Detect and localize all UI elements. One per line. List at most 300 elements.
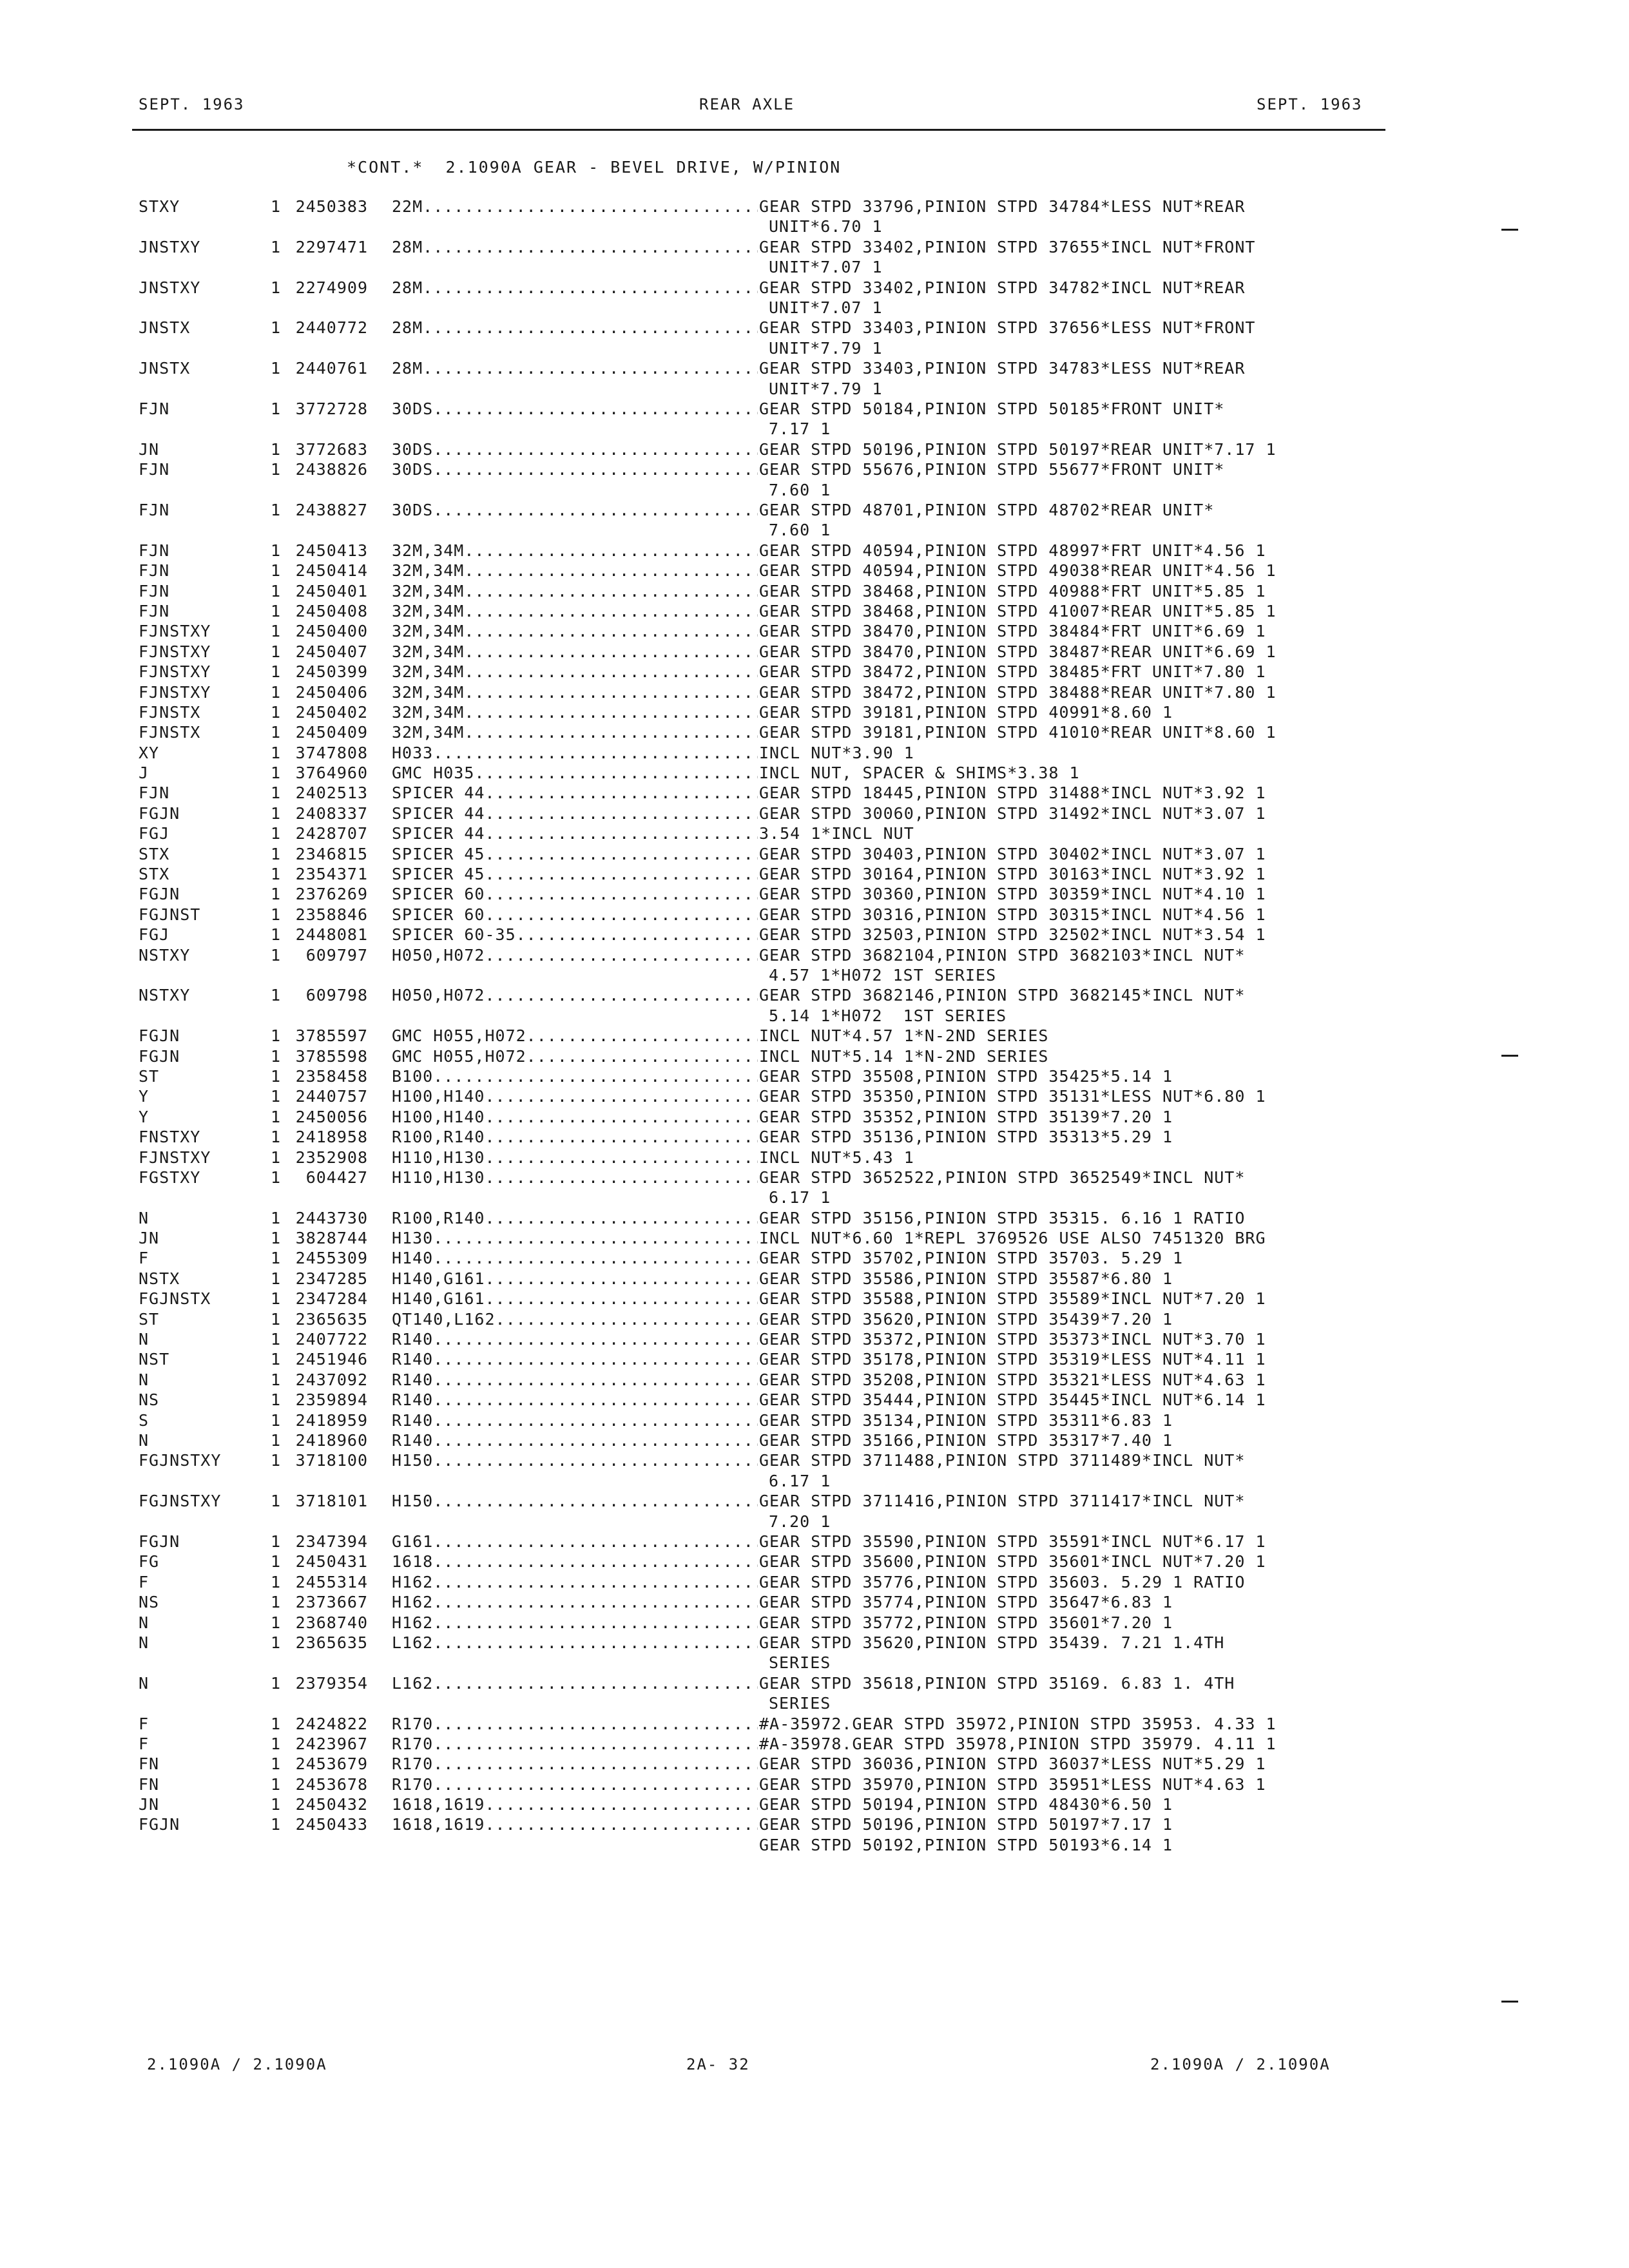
table-row xyxy=(0,945,1629,986)
table-row xyxy=(0,1734,1629,1754)
part-number: 2365635 xyxy=(295,1309,368,1329)
description xyxy=(759,1390,1378,1410)
description-line: SERIES xyxy=(769,1694,831,1713)
applicability-code: FGJNSTXY xyxy=(139,1451,222,1470)
model-application: SPICER 60 ..... xyxy=(392,884,758,904)
model-application: H110,H130 ..... xyxy=(392,1168,758,1187)
applicability-code: STXY xyxy=(139,197,180,216)
description xyxy=(759,1269,1378,1289)
description xyxy=(759,1814,1378,1855)
description-line: GEAR STPD 32503,PINION STPD 32502*INCL NUT*3.54 1 xyxy=(759,925,1266,945)
table-row xyxy=(0,823,1629,843)
description xyxy=(759,1754,1378,1774)
model-application: 30DS ..... xyxy=(392,399,758,419)
description-line: UNIT*6.70 1 xyxy=(769,217,883,236)
applicability-code: FJN xyxy=(139,500,170,519)
description-line: GEAR STPD 33403,PINION STPD 37656*LESS NUT*FRONT xyxy=(759,318,1256,338)
table-row xyxy=(0,642,1629,662)
model-application: 32M,34M ..... xyxy=(392,702,758,722)
description-line: GEAR STPD 3711416,PINION STPD 3711417*INCL NUT* xyxy=(759,1492,1246,1511)
quantity: 1 xyxy=(271,1532,282,1551)
description xyxy=(759,1248,1378,1268)
table-row xyxy=(0,905,1629,925)
part-number: 2440772 xyxy=(295,318,368,338)
model-application: 32M,34M ..... xyxy=(392,621,758,641)
part-number: 2358458 xyxy=(295,1066,368,1086)
table-row xyxy=(0,743,1629,763)
quantity: 1 xyxy=(271,925,282,945)
quantity: 1 xyxy=(271,500,282,519)
model-application: R140 ..... xyxy=(392,1370,758,1390)
part-number: 2451946 xyxy=(295,1350,368,1369)
table-row xyxy=(0,197,1629,237)
quantity: 1 xyxy=(271,197,282,216)
model-application: H150 ..... xyxy=(392,1491,758,1511)
description-line: GEAR STPD 50192,PINION STPD 50193*6.14 1 xyxy=(759,1835,1173,1854)
model-application: B100 ..... xyxy=(392,1066,758,1086)
model-application: 22M ..... xyxy=(392,197,758,216)
description xyxy=(759,1774,1378,1794)
model-application: SPICER 60 ..... xyxy=(392,905,758,925)
applicability-code: NSTX xyxy=(139,1269,180,1288)
table-row xyxy=(0,1532,1629,1552)
part-number: 3764960 xyxy=(295,764,368,783)
table-row xyxy=(0,702,1629,722)
table-row xyxy=(0,581,1629,601)
part-number: 2453678 xyxy=(295,1774,368,1794)
description-line: 6.17 1 xyxy=(769,1471,831,1490)
description xyxy=(759,1450,1378,1491)
model-application: R170 ..... xyxy=(392,1774,758,1794)
description-line: GEAR STPD 38468,PINION STPD 41007*REAR UNIT*5.85 1 xyxy=(759,601,1277,620)
description-line: #A-35972.GEAR STPD 35972,PINION STPD 35953. 4.33 1 xyxy=(759,1714,1277,1733)
description xyxy=(759,1592,1378,1612)
description xyxy=(759,985,1378,1026)
table-row xyxy=(0,1046,1629,1066)
description xyxy=(759,945,1378,986)
applicability-code: FN xyxy=(139,1774,160,1794)
applicability-code: NSTXY xyxy=(139,945,191,965)
part-number: 2418959 xyxy=(295,1410,368,1430)
description-line: GEAR STPD 35136,PINION STPD 35313*5.29 1 xyxy=(759,1128,1173,1147)
part-number: 2354371 xyxy=(295,865,368,884)
quantity: 1 xyxy=(271,945,282,965)
part-number: 2450413 xyxy=(295,541,368,560)
table-row xyxy=(0,864,1629,884)
applicability-code: FJNSTX xyxy=(139,723,201,742)
description xyxy=(759,561,1378,581)
applicability-code: JNSTXY xyxy=(139,237,201,256)
description-line: GEAR STPD 3682104,PINION STPD 3682103*INCL NUT* xyxy=(759,945,1246,965)
description xyxy=(759,1066,1378,1086)
part-number: 2379354 xyxy=(295,1673,368,1693)
applicability-code: F xyxy=(139,1249,149,1268)
applicability-code: S xyxy=(139,1410,149,1430)
part-number: 2450400 xyxy=(295,622,368,641)
table-row xyxy=(0,1329,1629,1349)
table-row xyxy=(0,439,1629,459)
part-number: 3718100 xyxy=(295,1451,368,1470)
description xyxy=(759,722,1378,742)
description xyxy=(759,278,1378,318)
quantity: 1 xyxy=(271,460,282,479)
part-number: 2347284 xyxy=(295,1289,368,1309)
description-line: GEAR STPD 39181,PINION STPD 41010*REAR UNIT*8.60 1 xyxy=(759,723,1277,742)
description-line: GEAR STPD 35134,PINION STPD 35311*6.83 1 xyxy=(759,1410,1173,1430)
quantity: 1 xyxy=(271,1087,282,1106)
part-number: 2402513 xyxy=(295,783,368,803)
footer-ref-right: 2.1090A / 2.1090A xyxy=(1150,2055,1331,2073)
applicability-code: JN xyxy=(139,439,160,459)
header-rule xyxy=(132,129,1385,131)
model-application: R140 ..... xyxy=(392,1349,758,1369)
model-application: H130 ..... xyxy=(392,1228,758,1248)
applicability-code: FJN xyxy=(139,783,170,803)
description-line: GEAR STPD 35618,PINION STPD 35169. 6.83 1. 4TH xyxy=(759,1673,1235,1693)
table-row xyxy=(0,561,1629,581)
description xyxy=(759,702,1378,722)
description-line: GEAR STPD 30060,PINION STPD 31492*INCL NUT*3.07 1 xyxy=(759,803,1266,823)
applicability-code: FJNSTXY xyxy=(139,1148,211,1167)
description-line: GEAR STPD 35586,PINION STPD 35587*6.80 1 xyxy=(759,1269,1173,1288)
description-line: 5.14 1*H072 1ST SERIES xyxy=(769,1006,1007,1025)
description-line: GEAR STPD 39181,PINION STPD 40991*8.60 1 xyxy=(759,702,1173,722)
table-row xyxy=(0,985,1629,1026)
applicability-code: FGJN xyxy=(139,803,180,823)
description-line: 7.60 1 xyxy=(769,480,831,499)
table-row xyxy=(0,1086,1629,1106)
part-number: 2450409 xyxy=(295,723,368,742)
description-line: GEAR STPD 35508,PINION STPD 35425*5.14 1 xyxy=(759,1066,1173,1086)
quantity: 1 xyxy=(271,359,282,378)
table-row xyxy=(0,318,1629,358)
part-number: 604427 xyxy=(305,1168,368,1187)
table-row xyxy=(0,763,1629,783)
footer-page-number: 2A- 32 xyxy=(686,2055,750,2073)
description xyxy=(759,1208,1378,1228)
part-number: 2455309 xyxy=(295,1249,368,1268)
description xyxy=(759,1532,1378,1552)
model-application: H140,G161 ..... xyxy=(392,1289,758,1309)
table-row xyxy=(0,1814,1629,1855)
applicability-code: J xyxy=(139,764,149,783)
applicability-code: FGJN xyxy=(139,1532,180,1551)
applicability-code: FJN xyxy=(139,601,170,620)
quantity: 1 xyxy=(271,1774,282,1794)
part-number: 2450433 xyxy=(295,1815,368,1834)
description xyxy=(759,1572,1378,1592)
part-number: 2424822 xyxy=(295,1714,368,1733)
model-application: H162 ..... xyxy=(392,1613,758,1633)
applicability-code: JNSTX xyxy=(139,318,191,338)
description-line: GEAR STPD 40594,PINION STPD 49038*REAR UNIT*4.56 1 xyxy=(759,561,1277,581)
table-row xyxy=(0,1370,1629,1390)
table-row xyxy=(0,1673,1629,1714)
description-line: UNIT*7.07 1 xyxy=(769,258,883,277)
quantity: 1 xyxy=(271,1410,282,1430)
part-number: 2453679 xyxy=(295,1754,368,1774)
applicability-code: F xyxy=(139,1734,149,1753)
description-line: INCL NUT*5.43 1 xyxy=(759,1148,914,1167)
model-application: SPICER 44 ..... xyxy=(392,823,758,843)
table-row xyxy=(0,1148,1629,1168)
applicability-code: FGJN xyxy=(139,885,180,904)
description xyxy=(759,1410,1378,1430)
applicability-code: STX xyxy=(139,865,170,884)
quantity: 1 xyxy=(271,1390,282,1410)
table-row xyxy=(0,1613,1629,1633)
quantity: 1 xyxy=(271,1673,282,1693)
quantity: 1 xyxy=(271,1552,282,1571)
table-row xyxy=(0,1107,1629,1127)
quantity: 1 xyxy=(271,905,282,924)
applicability-code: FN xyxy=(139,1754,160,1774)
part-number: 2428707 xyxy=(295,824,368,843)
description-line: 7.17 1 xyxy=(769,419,831,439)
description-line: GEAR STPD 38472,PINION STPD 38485*FRT UNIT*7.80 1 xyxy=(759,662,1266,682)
table-row xyxy=(0,1390,1629,1410)
part-number: 2365635 xyxy=(295,1633,368,1652)
description-line: GEAR STPD 38468,PINION STPD 40988*FRT UNIT*5.85 1 xyxy=(759,581,1266,601)
applicability-code: FG xyxy=(139,1552,160,1571)
applicability-code: FGJ xyxy=(139,824,170,843)
description-line: GEAR STPD 50196,PINION STPD 50197*REAR UNIT*7.17 1 xyxy=(759,439,1277,459)
model-application: R140 ..... xyxy=(392,1390,758,1410)
quantity: 1 xyxy=(271,1593,282,1612)
table-row xyxy=(0,358,1629,399)
table-row xyxy=(0,500,1629,541)
part-number: 2347285 xyxy=(295,1269,368,1288)
applicability-code: STX xyxy=(139,844,170,863)
description-line: GEAR STPD 36036,PINION STPD 36037*LESS NUT*5.29 1 xyxy=(759,1754,1266,1774)
quantity: 1 xyxy=(271,844,282,863)
description xyxy=(759,823,1378,843)
quantity: 1 xyxy=(271,1492,282,1511)
description-line: GEAR STPD 35774,PINION STPD 35647*6.83 1 xyxy=(759,1593,1173,1612)
table-row xyxy=(0,1410,1629,1430)
model-application: H050,H072 ..... xyxy=(392,945,758,965)
quantity: 1 xyxy=(271,541,282,560)
quantity: 1 xyxy=(271,561,282,581)
part-number: 2448081 xyxy=(295,925,368,945)
model-application: 32M,34M ..... xyxy=(392,722,758,742)
part-number: 2368740 xyxy=(295,1613,368,1632)
model-application: L162 ..... xyxy=(392,1633,758,1653)
description-line: UNIT*7.79 1 xyxy=(769,379,883,398)
part-number: 2440757 xyxy=(295,1087,368,1106)
description-line: 7.60 1 xyxy=(769,521,831,540)
model-application: R100,R140 ..... xyxy=(392,1127,758,1147)
table-row xyxy=(0,1430,1629,1450)
quantity: 1 xyxy=(271,439,282,459)
applicability-code: NS xyxy=(139,1593,160,1612)
model-application: 32M,34M ..... xyxy=(392,581,758,601)
applicability-code: JN xyxy=(139,1229,160,1248)
quantity: 1 xyxy=(271,1309,282,1329)
applicability-code: N xyxy=(139,1208,149,1227)
model-application: GMC H055,H072 ..... xyxy=(392,1046,758,1066)
applicability-code: N xyxy=(139,1673,149,1693)
applicability-code: FJNSTXY xyxy=(139,642,211,661)
part-number: 2438826 xyxy=(295,460,368,479)
table-row xyxy=(0,1754,1629,1774)
table-row xyxy=(0,783,1629,803)
part-number: 2440761 xyxy=(295,359,368,378)
quantity: 1 xyxy=(271,1066,282,1086)
description-line: GEAR STPD 30403,PINION STPD 30402*INCL NUT*3.07 1 xyxy=(759,844,1266,863)
description xyxy=(759,1633,1378,1673)
description xyxy=(759,621,1378,641)
applicability-code: FJNSTX xyxy=(139,702,201,722)
part-number: 2450056 xyxy=(295,1107,368,1126)
model-application: R100,R140 ..... xyxy=(392,1208,758,1228)
description xyxy=(759,439,1378,459)
description xyxy=(759,1349,1378,1369)
description-line: UNIT*7.79 1 xyxy=(769,338,883,358)
description xyxy=(759,541,1378,561)
table-row xyxy=(0,803,1629,823)
table-row xyxy=(0,925,1629,945)
header-date-left: SEPT. 1963 xyxy=(139,95,245,113)
quantity: 1 xyxy=(271,1714,282,1733)
description-line: GEAR STPD 35350,PINION STPD 35131*LESS NUT*6.80 1 xyxy=(759,1087,1266,1106)
applicability-code: FJN xyxy=(139,460,170,479)
quantity: 1 xyxy=(271,1208,282,1227)
model-application: L162 ..... xyxy=(392,1673,758,1693)
quantity: 1 xyxy=(271,1451,282,1470)
part-number: 2423967 xyxy=(295,1734,368,1753)
description xyxy=(759,1673,1378,1714)
description xyxy=(759,1046,1378,1066)
quantity: 1 xyxy=(271,662,282,682)
description-line: 3.54 1*INCL NUT xyxy=(759,824,914,843)
description-line: GEAR STPD 3652522,PINION STPD 3652549*INCL NUT* xyxy=(759,1168,1246,1187)
description xyxy=(759,905,1378,925)
applicability-code: F xyxy=(139,1572,149,1591)
description-line: GEAR STPD 55676,PINION STPD 55677*FRONT UNIT* xyxy=(759,460,1225,479)
table-row xyxy=(0,884,1629,904)
description-line: GEAR STPD 30164,PINION STPD 30163*INCL NUT*3.92 1 xyxy=(759,865,1266,884)
model-application: SPICER 45 ..... xyxy=(392,844,758,864)
part-number: 2347394 xyxy=(295,1532,368,1551)
quantity: 1 xyxy=(271,1289,282,1309)
description xyxy=(759,601,1378,621)
description xyxy=(759,783,1378,803)
applicability-code: Y xyxy=(139,1087,149,1106)
description xyxy=(759,1026,1378,1046)
table-row xyxy=(0,1552,1629,1571)
quantity: 1 xyxy=(271,318,282,338)
description-line: GEAR STPD 35444,PINION STPD 35445*INCL NUT*6.14 1 xyxy=(759,1390,1266,1410)
part-number: 2450432 xyxy=(295,1795,368,1814)
model-application: 30DS ..... xyxy=(392,459,758,479)
description-line: 6.17 1 xyxy=(769,1188,831,1207)
applicability-code: XY xyxy=(139,743,160,762)
quantity: 1 xyxy=(271,1613,282,1632)
quantity: 1 xyxy=(271,1350,282,1369)
model-application: R140 ..... xyxy=(392,1430,758,1450)
section-title: *CONT.* 2.1090A GEAR - BEVEL DRIVE, W/PINION xyxy=(347,158,842,177)
applicability-code: ST xyxy=(139,1066,160,1086)
model-application: H140,G161 ..... xyxy=(392,1269,758,1289)
applicability-code: N xyxy=(139,1330,149,1349)
applicability-code: FGJNST xyxy=(139,905,201,924)
part-number: 2455314 xyxy=(295,1572,368,1591)
part-number: 2346815 xyxy=(295,844,368,863)
table-row xyxy=(0,399,1629,439)
description xyxy=(759,1086,1378,1106)
quantity: 1 xyxy=(271,1734,282,1753)
description-line: GEAR STPD 50196,PINION STPD 50197*7.17 1 xyxy=(759,1815,1173,1834)
applicability-code: JNSTX xyxy=(139,359,191,378)
applicability-code: FJN xyxy=(139,399,170,418)
quantity: 1 xyxy=(271,986,282,1005)
model-application: H162 ..... xyxy=(392,1592,758,1612)
part-number: 2437092 xyxy=(295,1370,368,1389)
part-number: 2450399 xyxy=(295,662,368,682)
description-line: GEAR STPD 3711488,PINION STPD 3711489*INCL NUT* xyxy=(759,1451,1246,1470)
description-line: INCL NUT*5.14 1*N-2ND SERIES xyxy=(759,1046,1049,1066)
quantity: 1 xyxy=(271,1431,282,1450)
part-number: 2418958 xyxy=(295,1128,368,1147)
quantity: 1 xyxy=(271,622,282,641)
model-application: R170 ..... xyxy=(392,1754,758,1774)
description-line: SERIES xyxy=(769,1653,831,1673)
description xyxy=(759,1714,1378,1734)
part-number: 2438827 xyxy=(295,500,368,519)
quantity: 1 xyxy=(271,1229,282,1248)
part-number: 609798 xyxy=(305,986,368,1005)
applicability-code: JNSTXY xyxy=(139,278,201,297)
part-number: 3828744 xyxy=(295,1229,368,1248)
part-number: 2407722 xyxy=(295,1330,368,1349)
quantity: 1 xyxy=(271,1148,282,1167)
model-application: 28M ..... xyxy=(392,318,758,338)
part-number: 2443730 xyxy=(295,1208,368,1227)
quantity: 1 xyxy=(271,1168,282,1187)
quantity: 1 xyxy=(271,743,282,762)
applicability-code: FGSTXY xyxy=(139,1168,201,1187)
applicability-code: FGJNSTXY xyxy=(139,1492,222,1511)
model-application: R140 ..... xyxy=(392,1329,758,1349)
model-application: H140 ..... xyxy=(392,1248,758,1268)
quantity: 1 xyxy=(271,1370,282,1389)
table-row xyxy=(0,1633,1629,1673)
model-application: QT140,L162 ..... xyxy=(392,1309,758,1329)
applicability-code: NSTXY xyxy=(139,986,191,1005)
table-row xyxy=(0,1592,1629,1612)
part-number: 2450402 xyxy=(295,702,368,722)
applicability-code: N xyxy=(139,1370,149,1389)
part-number: 2352908 xyxy=(295,1148,368,1167)
description-line: GEAR STPD 35208,PINION STPD 35321*LESS NUT*4.63 1 xyxy=(759,1370,1266,1389)
description xyxy=(759,581,1378,601)
model-application: H150 ..... xyxy=(392,1450,758,1470)
description xyxy=(759,803,1378,823)
description xyxy=(759,1329,1378,1349)
description xyxy=(759,1430,1378,1450)
applicability-code: FGJNSTX xyxy=(139,1289,211,1309)
model-application: 30DS ..... xyxy=(392,500,758,520)
model-application: SPICER 44 ..... xyxy=(392,803,758,823)
table-row xyxy=(0,541,1629,561)
part-number: 2418960 xyxy=(295,1431,368,1450)
description-line: #A-35978.GEAR STPD 35978,PINION STPD 35979. 4.11 1 xyxy=(759,1734,1277,1753)
header-section-title: REAR AXLE xyxy=(699,95,795,113)
description-line: GEAR STPD 33402,PINION STPD 37655*INCL NUT*FRONT xyxy=(759,237,1256,256)
description-line: 7.20 1 xyxy=(769,1512,831,1531)
applicability-code: NS xyxy=(139,1390,160,1410)
